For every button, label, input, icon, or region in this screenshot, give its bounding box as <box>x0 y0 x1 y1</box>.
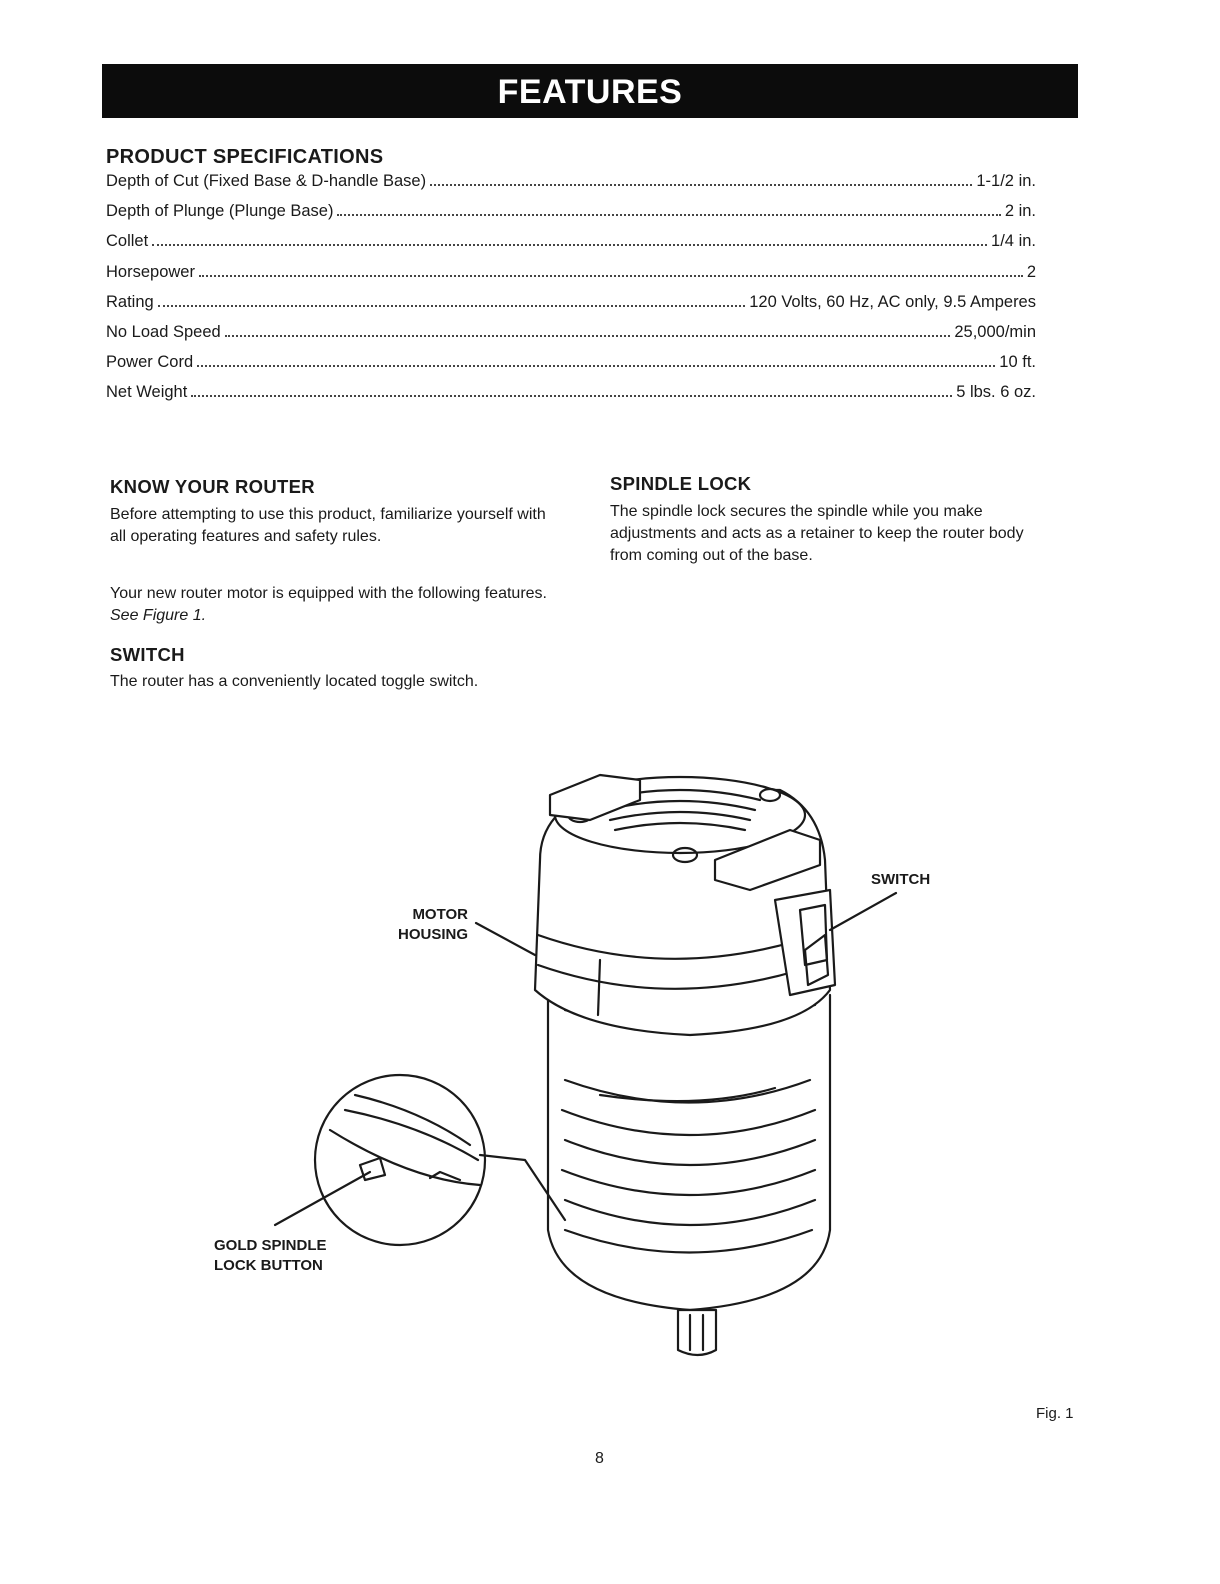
page-number: 8 <box>595 1450 604 1467</box>
switch-callout: SWITCH <box>871 871 931 888</box>
spec-value: 1-1/2 in. <box>976 172 1036 190</box>
spindle-lock-callout <box>214 1236 327 1276</box>
spec-label: Collet <box>106 232 149 251</box>
motor-housing-callout <box>398 905 469 945</box>
know-router-text: Before attempting to use this product, familiarize yourself with all operating features and safety rules. <box>110 506 546 545</box>
figure-label: Fig. 1 <box>1036 1405 1074 1422</box>
spec-value: 10 ft. <box>999 353 1036 372</box>
spec-value: 25,000/min <box>954 322 1036 341</box>
know-router-heading: KNOW YOUR ROUTER <box>110 476 315 497</box>
switch-heading: SWITCH <box>110 644 185 665</box>
page-title: FEATURES <box>497 73 683 111</box>
router-body <box>548 995 830 1310</box>
spec-label: Horsepower <box>106 262 195 281</box>
spindle-callout-line2: LOCK BUTTON <box>214 1257 323 1274</box>
spindle-lock-text: The spindle lock secures the spindle while you make adjustments and acts as a retainer to keep the router body from coming out of the base. <box>610 503 1024 564</box>
spec-label: No Load Speed <box>106 322 221 341</box>
motor-callout-line1: MOTOR <box>412 906 468 923</box>
spec-label: Rating <box>106 292 154 311</box>
motor-callout-line2: HOUSING <box>398 926 469 943</box>
spec-value: 2 <box>1026 262 1036 281</box>
intro-text: Your new router motor is equipped with the following features. <box>110 585 547 602</box>
spec-value: 1/4 in. <box>991 232 1036 251</box>
spindle-detail-circle <box>315 1075 485 1245</box>
spec-label: Depth of Plunge (Plunge Base) <box>106 202 334 221</box>
spec-label: Net Weight <box>106 383 188 402</box>
spindle-callout-line1: GOLD SPINDLE <box>214 1237 327 1254</box>
spindle-lock-heading: SPINDLE LOCK <box>610 473 752 494</box>
switch-text: The router has a conveniently located toggle switch. <box>110 673 479 690</box>
figure-reference: See Figure 1. <box>110 607 207 624</box>
spec-label: Depth of Cut (Fixed Base & D-handle Base) <box>106 172 427 190</box>
specifications-heading: PRODUCT SPECIFICATIONS <box>106 146 384 168</box>
spec-label: Power Cord <box>106 353 194 372</box>
spec-value: 120 Volts, 60 Hz, AC only, 9.5 Amperes <box>749 292 1036 311</box>
switch-toggle <box>800 905 827 965</box>
router-shaft <box>678 1310 716 1355</box>
spec-value: 5 lbs. 6 oz. <box>956 383 1036 402</box>
spec-value: 2 in. <box>1004 202 1036 221</box>
